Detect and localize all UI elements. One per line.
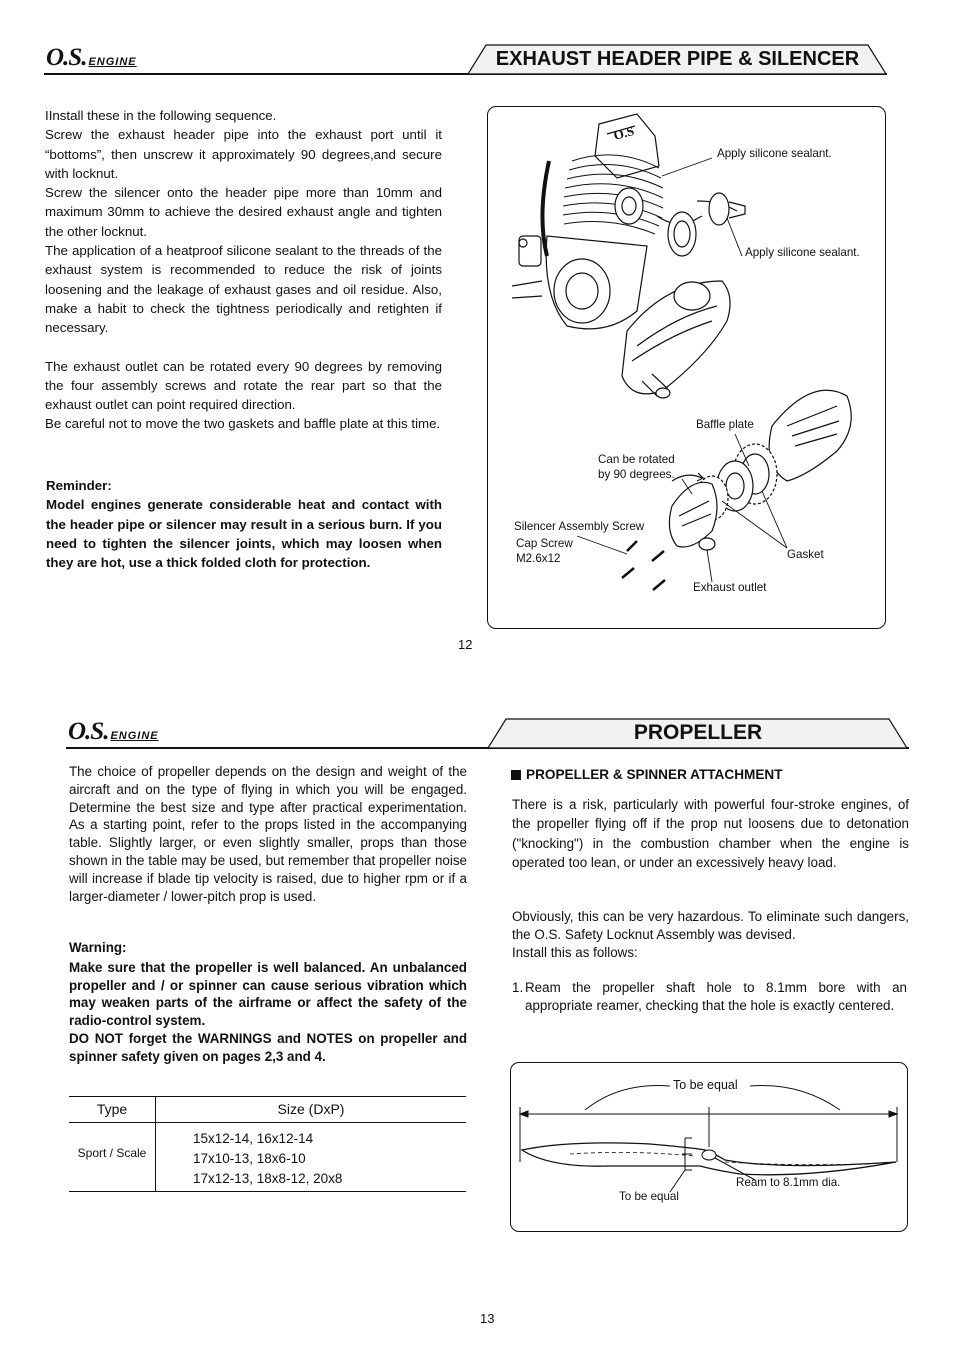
label-screw-size: M2.6x12 [516,552,561,565]
hazard-text: Obviously, this can be very hazardous. To eliminate such dangers, the O.S. Safety Locknut Assembly was devised. [512,909,909,942]
paragraph: IInstall these in the following sequence. [45,108,277,123]
section-title-tab [468,44,887,74]
size-line: 17x12-13, 18x8-12, 20x8 [193,1171,343,1186]
reminder-heading: Reminder: [46,478,112,493]
page-number-13: 13 [480,1311,495,1326]
warning-heading: Warning: [69,940,127,955]
install-text: Install this as follows: [512,944,638,960]
props-table-top-rule [69,1096,466,1097]
os-engine-logo: O.S. ENGINE [46,44,137,71]
size-line: 17x10-13, 18x6-10 [193,1151,306,1166]
label-gasket: Gasket [787,548,824,561]
label-to-be-equal-bottom: To be equal [619,1190,679,1203]
label-ream-diameter: Ream to 8.1mm dia. [736,1176,841,1189]
step-number: 1. [512,980,524,995]
label-apply-sealant-1: Apply silicone sealant. [717,147,832,160]
paragraph: The exhaust outlet can be rotated every 90 degrees by removing the four assembly screws and rotate the rear part so that the exhaust outlet can point required direction. [45,358,442,413]
paragraph: Screw the silencer onto the header pipe more than 10mm and maximum 30mm to achieve the desired exhaust angle and tighten the other locknut. [45,185,442,239]
reminder-text: Model engines generate considerable heat and contact with the header pipe or silencer may result in a serious burn. If you need to tighten the silencer joints, which may loosen when they are hot, use a thick folded cloth for protection. [46,497,442,571]
os-engine-logo: O.S. ENGINE [68,718,159,745]
table-cell-type: Sport / Scale [77,1146,147,1160]
warning-text: Make sure that the propeller is well balanced. An unbalanced propeller and / or spinner can cause serious vibration which may weaken parts of the airframe or affect the safety of the radio-control system. [69,959,467,1029]
label-apply-sealant-2: Apply silicone sealant. [745,246,860,259]
square-bullet-icon [511,770,521,780]
table-cell-size [193,1129,342,1189]
label-cap-screw: Cap Screw [516,537,573,550]
section-title-tab [488,718,908,748]
reminder-block [46,476,442,572]
step-1 [512,979,907,1015]
install-instructions [45,106,442,434]
page-number-12: 12 [458,637,473,652]
size-line: 15x12-14, 16x12-14 [193,1131,314,1146]
table-header-type: Type [96,1101,128,1117]
section-heading: PROPELLER & SPINNER ATTACHMENT [511,767,783,782]
paragraph: Be careful not to move the two gaskets and baffle plate at this time. [45,416,441,432]
risk-paragraph: There is a risk, particularly with powerful four-stroke engines, of the propeller flying off if the prop nut loosens due to detonation ("knocking") in the combustion chamber when the engine is operated too lean, or under an excessively heavy load. [512,797,909,871]
table-header-size: Size (DxP) [277,1101,345,1117]
section-title: EXHAUST HEADER PIPE & SILENCER [495,47,860,70]
label-to-be-equal-top: To be equal [673,1078,738,1092]
label-silencer-assembly-screw: Silencer Assembly Screw [514,520,645,533]
label-can-be-rotated: Can be rotated [598,453,675,466]
props-table-bottom-rule [69,1191,466,1192]
section-title: PROPELLER [633,721,763,744]
label-baffle-plate: Baffle plate [696,418,754,431]
props-table-header-rule [69,1122,466,1123]
propeller-intro: The choice of propeller depends on the design and weight of the aircraft and on the type of flying in which you will be engaged. Determine the best size and type after practical experimentation. As a starting point, refer to the props listed in the accompanying table. Slightly larger, or even slightly smaller, props than those shown in the table may be used, but remember that propeller noise will increase if blade tip velocity is raised, due to higher rpm or if a larger-diameter / lower-pitch prop is used. [69,764,467,904]
warning-block [69,939,467,1066]
paragraph: Screw the exhaust header pipe into the exhaust port until it “bottoms”, then unscrew it approximately 90 degrees,and secure with locknut. [45,127,442,181]
hazard-paragraph [512,908,909,961]
label-by-90-degrees: by 90 degrees. [598,468,675,481]
step-text: Ream the propeller shaft hole to 8.1mm bore with an appropriate reamer, checking that the hole is exactly centered. [525,980,907,1013]
warning-text: DO NOT forget the WARNINGS and NOTES on propeller and spinner safety given on pages 2,3 and 4. [69,1030,467,1064]
paragraph: The application of a heatproof silicone sealant to the threads of the exhaust system is recommended to reduce the risk of joints loosening and the leakage of exhaust gases and oil residue. Also, make a habit to check the tightness periodically and retighten if necessary. [45,243,442,336]
label-exhaust-outlet: Exhaust outlet [693,581,767,594]
svg-text:O.S: O.S [611,123,636,143]
